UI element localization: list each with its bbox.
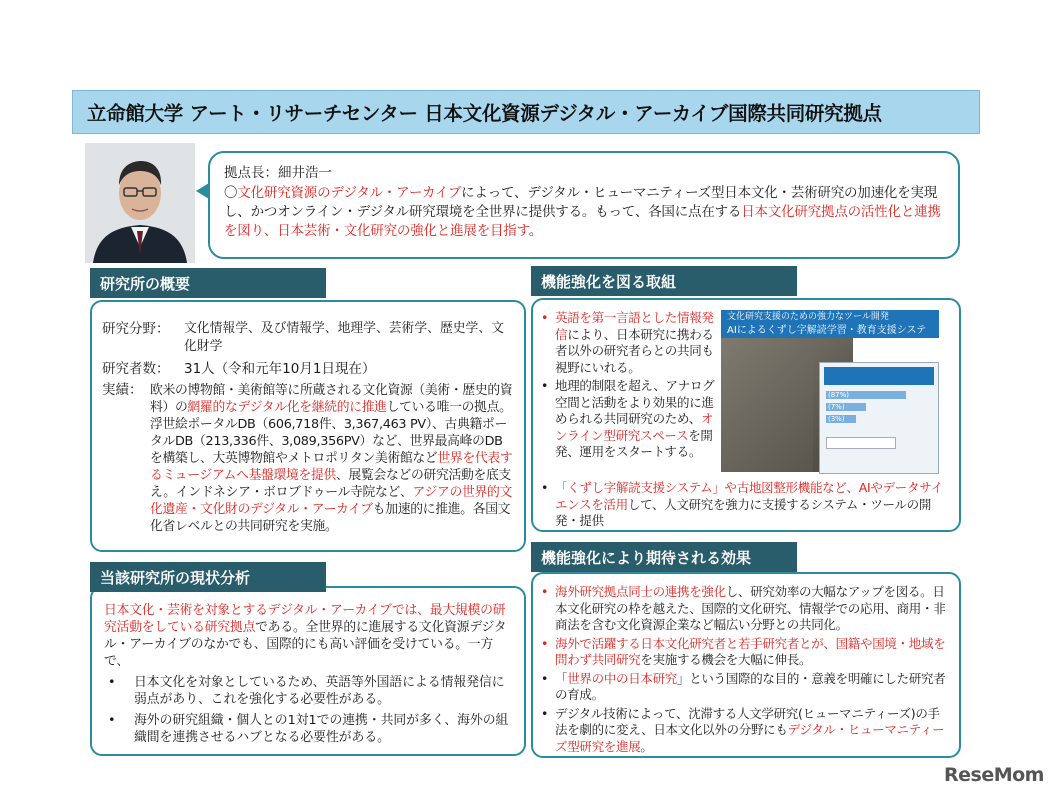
statement-mark: 〇 xyxy=(224,185,238,201)
list-item: • 英語を第一言語とした情報発信により、日本研究に携わる者以外の研究者らとの共同も視野にいれる。 xyxy=(541,310,714,375)
overview-heading: 研究所の概要 xyxy=(90,268,326,298)
effect-seg: 」という国際的な目的・意義を明確にした研究者の育成。 xyxy=(555,670,946,702)
page-title: 立命館大学 アート・リサーチセンター 日本文化資源デジタル・アーカイブ国際共同研究拠点 xyxy=(87,102,882,125)
results-label: 実績： xyxy=(102,382,143,398)
panel-header-icon xyxy=(824,367,934,385)
resemom-logo: ReseMom xyxy=(944,764,1044,786)
status-list xyxy=(104,674,512,746)
research-field-value: 文化情報学、及び情報学、地理学、芸術学、歴史学、文化財学 xyxy=(184,321,504,354)
status-red: 日本文化・芸術を対象とするデジタル・アーカイブでは、最大規模の研究活動をしている研究拠点 xyxy=(104,603,506,635)
effect-heading: 機能強化により期待される効果 xyxy=(531,542,797,572)
director-statement xyxy=(224,184,944,241)
researcher-count-value: 31人（令和元年10月1日現在） xyxy=(184,361,376,377)
statement-red-2: 日本文化研究拠点の活性化と連携を図り、日本芸術・文化研究の強化と進展を目指す xyxy=(224,204,941,239)
statement-red-1: 文化研究資源のデジタル・アーカイブ xyxy=(237,185,462,201)
list-item: • デジタル技術によって、沈滞する人文学研究(ヒューマニティーズ)の手法を劇的に変え、日本文化以外の分野にもデジタル・ヒューマニティーズ型研究を進展。 xyxy=(541,705,945,754)
effect-red: 海外で活躍する日本文化研究者と若手研究者とが、国籍や国境・地域を問わず共同研究 xyxy=(555,635,946,667)
effect-seg: 「 xyxy=(555,670,568,686)
results-red: 網羅的なデジタル化を継続的に推進 xyxy=(187,400,387,415)
title-bar xyxy=(72,90,980,134)
status-heading: 当該研究所の現状分析 xyxy=(90,562,326,592)
effect-seg: を実施する機会を大幅に伸長。 xyxy=(640,652,812,667)
recognition-panel xyxy=(819,362,939,474)
effect-seg: デジタル技術によって、沈滞する人文学研究(ヒューマニティーズ)の手法を劇的に変え、日本文化以外の分野にも xyxy=(555,705,940,737)
results-red: 世界を代表するミュージアムへ基盤環境を提供 xyxy=(150,451,513,483)
list-item: • 海外で活躍する日本文化研究者と若手研究者とが、国籍や国境・地域を問わず共同研究を実施する機会を大幅に伸長。 xyxy=(541,635,946,667)
researcher-count-label: 研究者数： xyxy=(102,361,170,377)
function-heading: 機能強化を図る取組 xyxy=(531,266,797,296)
effect-red: 世界の中の日本研究 xyxy=(567,670,678,686)
list-item: • 「くずし字解読支援システム」や古地図整形機能など、AIやデータサイエンスを活用して、人文研究を強力に支援するシステム・ツールの開発・提供 xyxy=(541,480,943,528)
result-bar: (87%) xyxy=(826,391,906,399)
tool-screenshot-subtitle: AIによるくずし字解読学習・教育支援システ xyxy=(727,325,927,336)
tool-screenshot xyxy=(721,310,939,472)
results-seg: 欧米の博物館・美術館等に所蔵される文化資源（美術・歴史的資料）の xyxy=(150,383,513,415)
function-red: 英語を第一言語とした情報発信 xyxy=(555,310,714,342)
list-item: • 地理的制限を超え、アナログ空間と活動をより効果的に進められる共同研究のため、オンライン型研究スペースを開発、運用をスタートする。 xyxy=(541,378,715,459)
director-photo xyxy=(85,143,195,263)
effect-red: 海外研究拠点同士の連携を強化 xyxy=(555,584,726,599)
function-seg: を開発、運用をスタートする。 xyxy=(555,427,713,459)
function-seg: 地理的制限を超え、アナログ空間と活動をより効果的に進められる共同研究のため、 xyxy=(555,378,715,426)
function-item-full xyxy=(541,480,951,532)
director-portrait-icon xyxy=(85,143,195,263)
overview-box xyxy=(90,300,526,552)
function-seg: して、人文研究を強力に支援するシステム・ツールの開発・提供 xyxy=(555,496,932,528)
status-seg: である。全世界的に進展する文化資源デジタル・アーカイブのなかでも、国際的にも高い評価を受けている。一方で、 xyxy=(104,620,507,669)
function-red: 「くずし字解読支援システム」や古地図整形機能など、AIやデータサイエンスを活用 xyxy=(555,480,943,512)
manuscript-image-icon xyxy=(721,338,813,472)
statement-text-1: によって、デジタル・ヒューマニティーズ型日本文化・芸術研究の加速化を実現し、かつオンライン・デジタル研究環境を全世界に提供する。もって、各国に点在する xyxy=(224,185,938,220)
research-field-label: 研究分野： xyxy=(102,321,170,337)
function-red: オンライン型研究スペース xyxy=(555,411,714,443)
results-row xyxy=(102,382,514,535)
effect-list xyxy=(541,584,951,755)
input-field-icon xyxy=(826,437,896,449)
effect-seg: 。 xyxy=(640,738,653,754)
researcher-count-row xyxy=(102,360,514,378)
statement-end: 。 xyxy=(528,223,543,239)
function-box xyxy=(531,298,961,532)
status-item-text: 日本文化を対象としているため、英語等外国語による情報発信に弱点があり、これを強化する必要性がある。 xyxy=(134,675,505,707)
list-item: • 日本文化を対象としているため、英語等外国語による情報発信に弱点があり、これを強化する必要性がある。 xyxy=(104,674,512,708)
result-bar: (3%) xyxy=(826,415,856,423)
effect-seg: し、研究効率の大幅なアップを図る。日本文化研究の枠を越えた、国際的文化研究、情報学での応用、商用・非商法を含む文化資源企業など幅広い分野との共同化。 xyxy=(555,584,946,632)
results-seg: も加速的に推進。各国文化省レベルとの共同研究を実施。 xyxy=(150,502,511,534)
status-item-text: 海外の研究組織・個人との1対1での連携・共同が多く、海外の組織間を連携させるハブとなる必要性がある。 xyxy=(134,713,509,745)
list-item: • 海外研究拠点同士の連携を強化し、研究効率の大幅なアップを図る。日本文化研究の枠を越えた、国際的文化研究、情報学での応用、商用・非商法を含む文化資源企業など幅広い分野との共同化。 xyxy=(541,584,946,632)
status-intro xyxy=(104,602,512,670)
tool-screenshot-title: 文化研究支援のための強力なツール開発 xyxy=(727,312,889,322)
function-text xyxy=(541,310,717,461)
function-seg: により、日本研究に携わる者以外の研究者らとの共同も視野にいれる。 xyxy=(555,326,714,375)
director-statement-box xyxy=(208,151,960,259)
effect-red: デジタル・ヒューマニティーズ型研究を進展 xyxy=(555,722,945,754)
results-seg: している唯一の拠点。浮世絵ポータルDB（606,718件、3,367,463 PV）、古典籍ポータルDB（213,336件、3,089,356PV）など、世界最高峰のDBを構築し、大英博物館やメトロポリタン美術館など xyxy=(150,400,512,466)
research-field-row xyxy=(102,320,514,356)
tool-screenshot-header xyxy=(721,310,939,338)
director-name: 拠点長：細井浩一 xyxy=(224,165,332,181)
list-item: • 「世界の中の日本研究」という国際的な目的・意義を明確にした研究者の育成。 xyxy=(541,670,946,702)
effect-box xyxy=(531,572,961,758)
results-seg: 、展覧会などの研究活動を底支え。インドネシア・ボロブドゥール寺院など、 xyxy=(150,468,512,500)
list-item: • 海外の研究組織・個人との1対1での連携・共同が多く、海外の組織間を連携させるハブとなる必要性がある。 xyxy=(104,712,512,746)
results-red: アジアの世界的文化遺産・文化財のデジタル・アーカイブ xyxy=(150,485,512,517)
status-box xyxy=(90,586,526,756)
result-bar: (7%) xyxy=(826,403,866,411)
results-text xyxy=(150,382,514,535)
